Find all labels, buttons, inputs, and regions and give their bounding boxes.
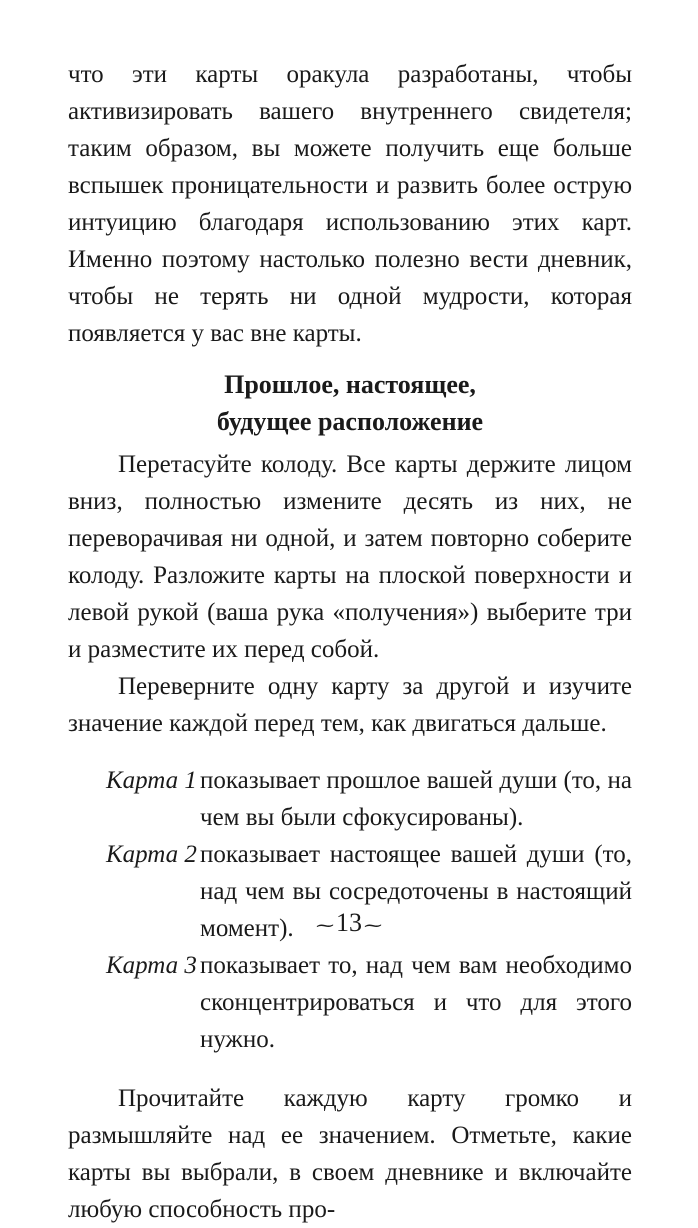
page-number-footer (0, 908, 698, 940)
paragraph-shuffle: Перетасуйте колоду. Все карты держите лицом вниз, полностью измените десять из них, не переворачивая ни одной, и затем повторно соберите колоду. Разложите карты на плоской поверхности и левой рукой (ваша рука «получения») выберите три и разместите их перед собой. (68, 451, 632, 663)
heading-line-2: будущее расположение (216, 407, 484, 436)
section-heading (68, 352, 632, 440)
card-item (106, 762, 632, 836)
card-label: Карта 1 (106, 767, 197, 794)
paragraph-turn-cards: Переверните одну карту за другой и изучите значение каждой перед тем, как двигаться дальше. (68, 673, 632, 737)
card-item (106, 947, 632, 1058)
page-body (68, 56, 632, 1228)
paragraph-read-cards: Прочитайте каждую карту громко и размышляйте над ее значением. Отметьте, какие карты вы выбрали, в своем дневнике и включайте любую способность про- (68, 1085, 632, 1223)
card-label: Карта 2 (106, 841, 197, 868)
page-number: 13 (336, 908, 362, 937)
heading-line-1: Прошлое, настоящее, (224, 370, 476, 399)
card-description: показывает настоящее вашей души (то, над чем вы сосредоточены в настоящий момент). (200, 841, 632, 942)
card-description: показывает то, над чем вам необходимо сконцентрироваться и что для этого нужно. (200, 952, 632, 1053)
card-description: показывает прошлое вашей души (то, на чем вы были сфокусированы). (200, 767, 632, 831)
ornament-right-icon: ⁓ (364, 915, 382, 936)
ornament-left-icon: ⁓ (316, 915, 334, 936)
paragraph-continued: что эти карты оракула разработаны, чтобы активизировать вашего внутреннего свидетеля; таким образом, вы можете получить еще больше вспышек проницательности и развить более острую интуицию благодаря использованию этих карт. Именно поэтому настолько полезно вести дневник, чтобы не терять ни одной мудрости, которая появляется у вас вне карты. (68, 61, 632, 347)
card-label: Карта 3 (106, 952, 197, 979)
